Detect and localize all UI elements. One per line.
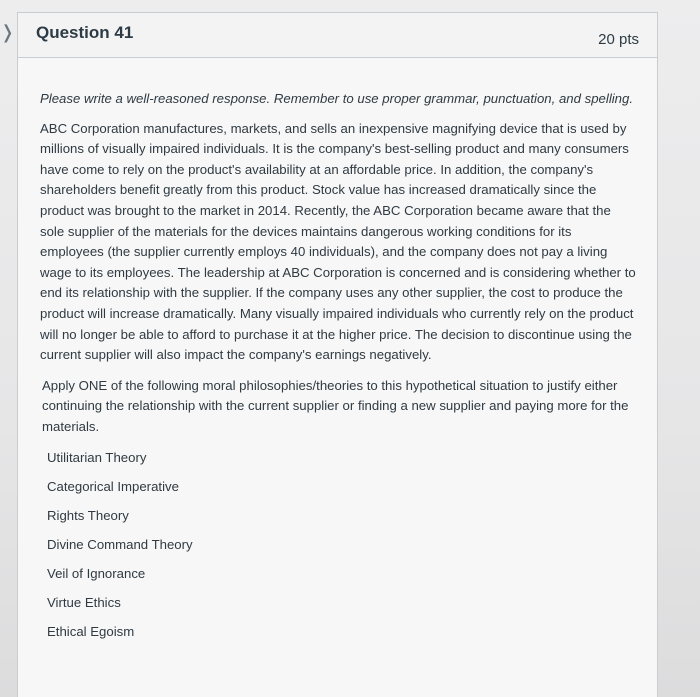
list-item: Virtue Ethics bbox=[47, 594, 121, 610]
list-item: Categorical Imperative bbox=[47, 478, 179, 494]
question-points: 20 pts bbox=[598, 31, 639, 48]
instruction-text: Apply ONE of the following moral philosophies/theories to this hypothetical situation to justify either continuing the relationship with the current supplier or finding a new supplier and paying more for the materials. bbox=[42, 377, 629, 434]
question-title: Question 41 bbox=[36, 23, 134, 42]
response-prompt: Please write a well-reasoned response. Remember to use proper grammar, punctuation, and spelling. bbox=[40, 91, 634, 106]
list-item: Divine Command Theory bbox=[47, 536, 193, 552]
question-body bbox=[18, 58, 657, 650]
question-header bbox=[18, 13, 657, 58]
chevron-left-icon[interactable]: ❭ bbox=[0, 22, 16, 42]
list-item: Utilitarian Theory bbox=[47, 449, 147, 465]
list-item: Rights Theory bbox=[47, 507, 129, 523]
list-item: Ethical Egoism bbox=[47, 623, 135, 639]
scenario-text: ABC Corporation manufactures, markets, and sells an inexpensive magnifying device that is used by millions of visually impaired individuals. It is the company's best-selling product and many consumers have come to rely on the product's availability at an affordable price. In addition, the company's shareholders benefit greatly from this product. Stock value has increased dramatically since the product was brought to the market in 2014. Recently, the ABC Corporation became aware that the sole supplier of the materials for the devices maintains dangerous working conditions for its employees (the supplier currently employs 40 individuals), and the company does not pay a living wage to its employees. The leadership at ABC Corporation is concerned and is considering whether to end its relationship with the supplier. If the company uses any other supplier, the cost to produce the product will increase dramatically. Many visually impaired individuals who currently rely on the product will no longer be able to afford to purchase it at the higher price. The decision to discontinue using the current supplier will also impact the company's earnings negatively. bbox=[40, 120, 636, 363]
list-item: Veil of Ignorance bbox=[47, 565, 146, 581]
question-card bbox=[17, 12, 658, 697]
theory-list bbox=[47, 447, 637, 650]
